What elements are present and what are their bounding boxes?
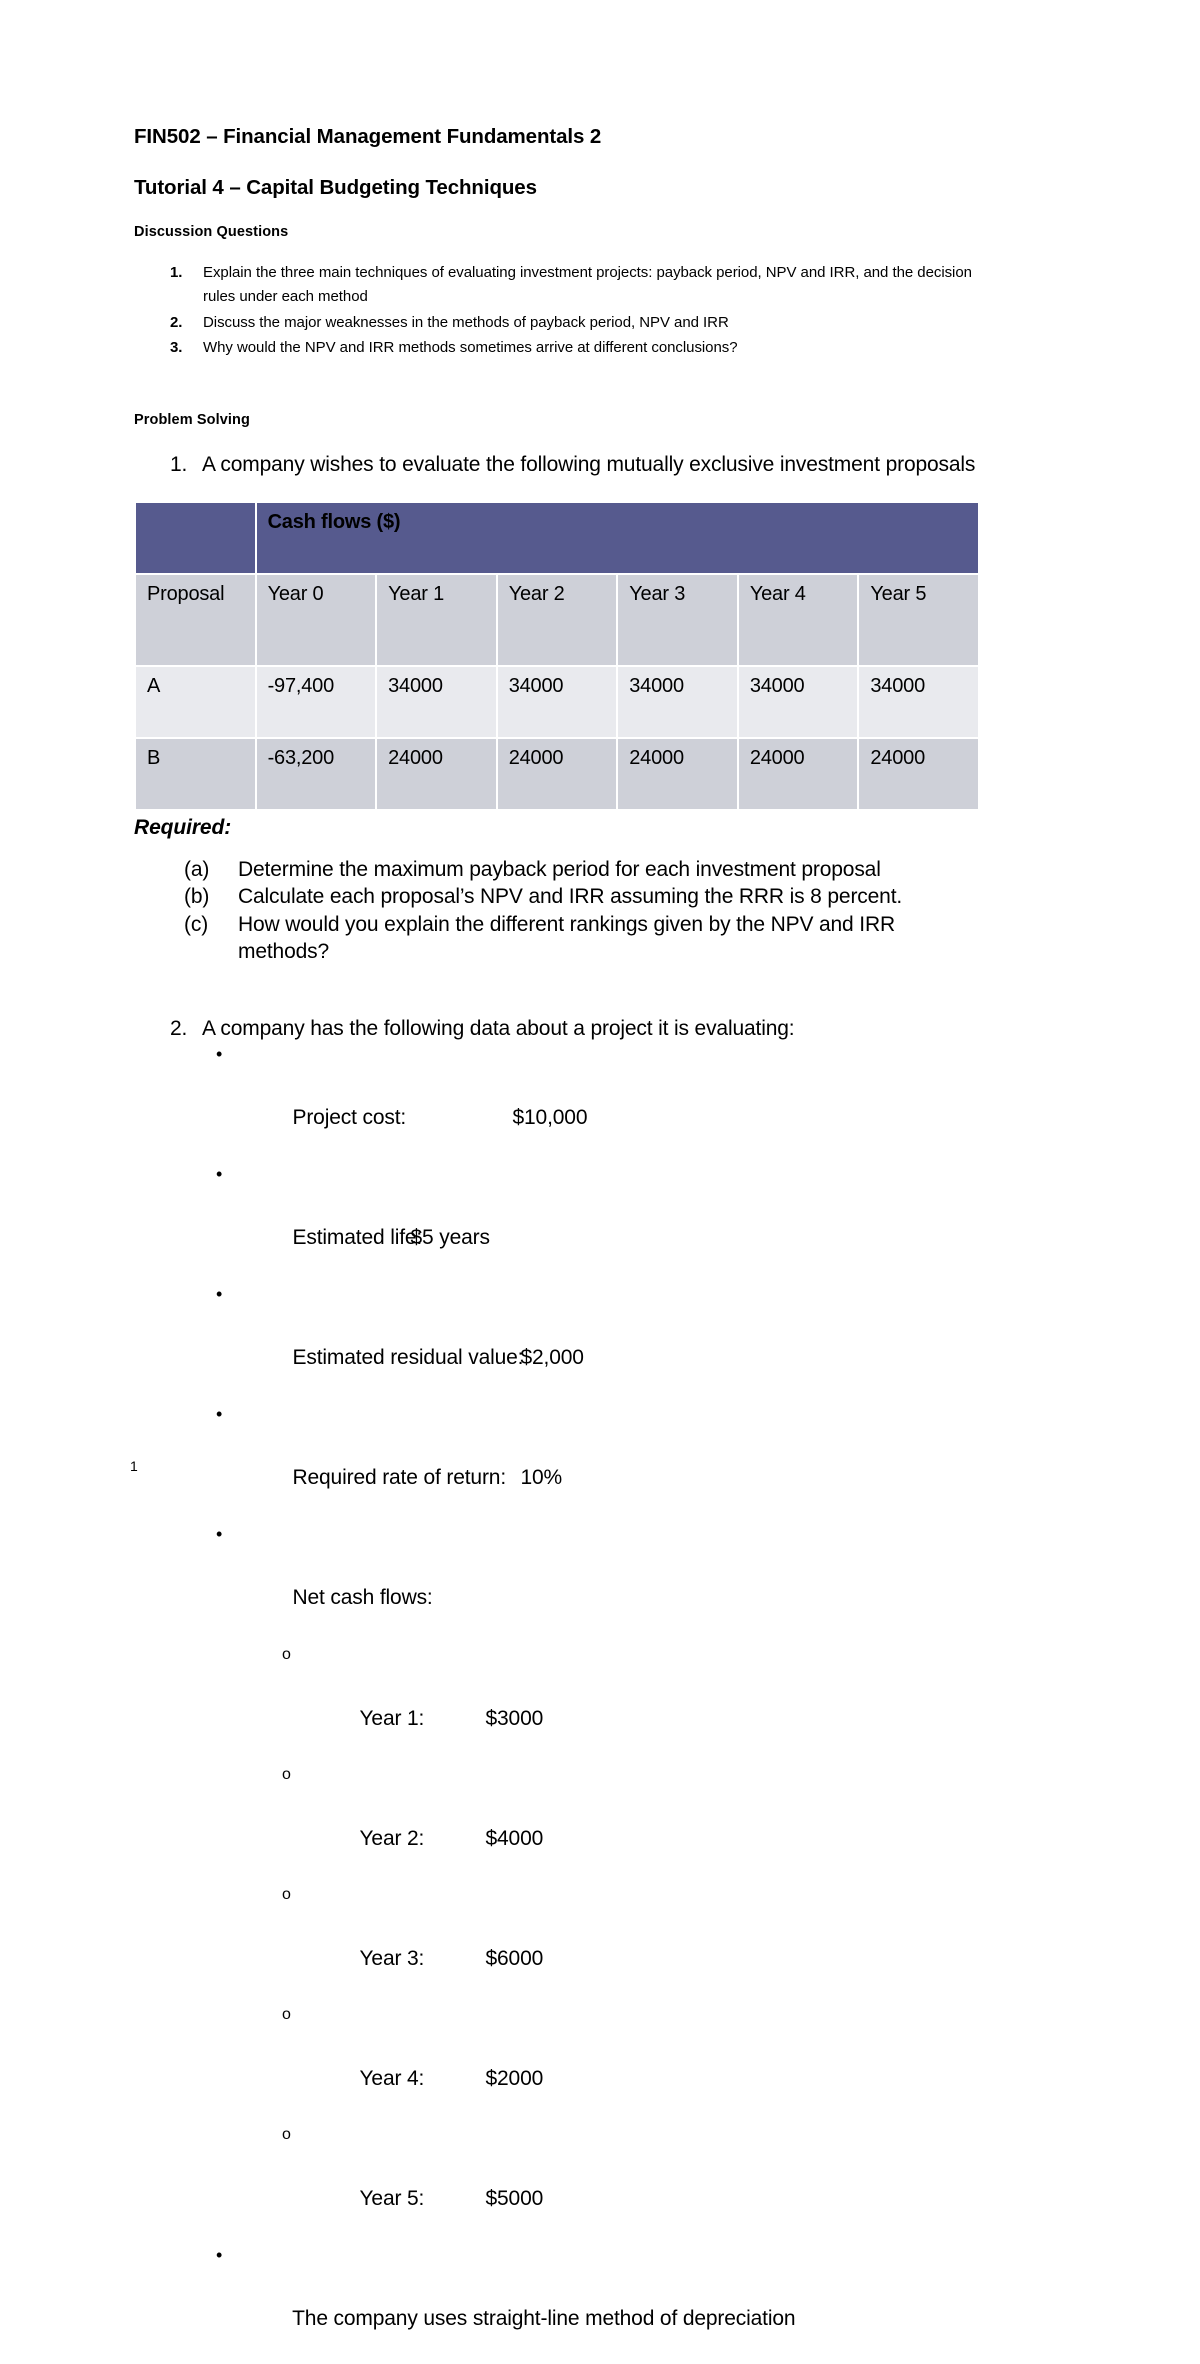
cell-year5: 34000	[859, 667, 978, 737]
cell-year0: -63,200	[257, 739, 376, 809]
cell-year4: 34000	[739, 667, 858, 737]
list-item	[134, 1884, 980, 2004]
year-value: $2000	[485, 2066, 544, 2090]
list-item-number: 1.	[170, 264, 183, 282]
bullet-value: $10,000	[512, 1106, 588, 1130]
bullet-filled-icon: •	[216, 1524, 223, 1545]
list-item	[134, 1283, 980, 1403]
page-number: 1	[130, 1458, 138, 1474]
list-item-number: 2.	[170, 313, 183, 331]
discussion-questions-list	[134, 261, 980, 360]
bullet-hollow-icon: o	[282, 2125, 291, 2143]
list-item	[134, 2004, 980, 2124]
problem-2-number: 2.	[170, 1017, 188, 1041]
cell-year1: 34000	[377, 667, 496, 737]
table-header-band-row	[136, 503, 978, 573]
year-value: $6000	[485, 1946, 544, 1970]
year-label: Year 5:	[359, 2186, 425, 2210]
cell-proposal: A	[136, 667, 255, 737]
year-value: $3000	[485, 1706, 544, 1730]
problem-2	[134, 1015, 980, 1043]
cell-year0: -97,400	[257, 667, 376, 737]
bullet-value: 10%	[520, 1466, 563, 1490]
final-bullet-list	[134, 2244, 980, 2364]
net-cash-flows-list	[134, 1644, 980, 2244]
problem-2-text: A company has the following data about a project it is evaluating:	[202, 1017, 795, 1041]
list-item	[134, 1523, 980, 1643]
year-label: Year 2:	[359, 1826, 425, 1850]
list-item-text: Determine the maximum payback period for each investment proposal	[238, 858, 881, 882]
column-header-year0: Year 0	[257, 575, 376, 665]
bullet-label: Estimated residual value:	[292, 1346, 524, 1370]
discussion-questions-heading: Discussion Questions	[134, 224, 289, 241]
cell-year3: 34000	[618, 667, 737, 737]
list-item	[134, 311, 980, 335]
document-subtitle: Tutorial 4 – Capital Budgeting Techniques	[134, 175, 537, 199]
bullet-hollow-icon: o	[282, 1765, 291, 1783]
list-item-text: Calculate each proposal’s NPV and IRR assuming the RRR is 8 percent.	[238, 885, 903, 909]
document-title: FIN502 – Financial Management Fundamentals 2	[134, 125, 602, 148]
problem-solving-heading: Problem Solving	[134, 412, 250, 429]
spacer	[134, 361, 980, 413]
bullet-value: $2,000	[520, 1346, 584, 1370]
list-item-marker: (a)	[184, 858, 210, 882]
bullet-hollow-icon: o	[282, 1645, 291, 1663]
cell-year5: 24000	[859, 739, 978, 809]
year-label: Year 3:	[359, 1946, 425, 1970]
bullet-label: Net cash flows:	[292, 1586, 433, 1610]
table-header-band-label: Cash flows ($)	[257, 503, 978, 573]
bullet-filled-icon: •	[216, 1164, 223, 1185]
bullet-filled-icon: •	[216, 1284, 223, 1305]
project-data-bullets	[134, 1043, 980, 1643]
list-item	[134, 1163, 980, 1283]
list-item	[134, 856, 980, 883]
list-item	[134, 2124, 980, 2244]
bullet-filled-icon: •	[216, 1404, 223, 1425]
cell-year3: 24000	[618, 739, 737, 809]
column-header-year1: Year 1	[377, 575, 496, 665]
column-header-year4: Year 4	[739, 575, 858, 665]
year-label: Year 4:	[359, 2066, 425, 2090]
cell-year2: 24000	[498, 739, 617, 809]
list-item	[134, 261, 980, 310]
required-items-list	[134, 856, 980, 965]
bullet-filled-icon: •	[216, 1044, 223, 1065]
cell-proposal: B	[136, 739, 255, 809]
list-item	[134, 336, 980, 360]
cell-year2: 34000	[498, 667, 617, 737]
table-row	[136, 739, 978, 809]
list-item-marker: (c)	[184, 912, 209, 936]
year-value: $5000	[485, 2186, 544, 2210]
bullet-value: $5 years	[410, 1226, 490, 1250]
list-item	[134, 1043, 980, 1163]
list-item-text: Explain the three main techniques of evaluating investment projects: payback period, NPV and IRR, and the decision rules under each method	[203, 264, 972, 306]
required-label: Required:	[134, 816, 232, 840]
year-value: $4000	[485, 1826, 544, 1850]
list-item-text: How would you explain the different rankings given by the NPV and IRR methods?	[238, 912, 895, 963]
problem-1	[134, 451, 980, 479]
list-item	[134, 1764, 980, 1884]
list-item-marker: (b)	[184, 885, 210, 909]
column-header-year2: Year 2	[498, 575, 617, 665]
cell-year1: 24000	[377, 739, 496, 809]
list-item	[134, 1403, 980, 1523]
table-row	[136, 667, 978, 737]
final-bullet-text: The company uses straight-line method of depreciation	[292, 2306, 796, 2330]
year-label: Year 1:	[359, 1706, 425, 1730]
bullet-hollow-icon: o	[282, 1885, 291, 1903]
bullet-filled-icon: •	[216, 2244, 223, 2265]
cash-flows-table	[134, 501, 980, 811]
problem-1-number: 1.	[170, 453, 188, 477]
list-item	[134, 2244, 980, 2364]
cell-year4: 24000	[739, 739, 858, 809]
list-item-number: 3.	[170, 338, 183, 356]
problem-1-text: A company wishes to evaluate the following mutually exclusive investment proposals	[202, 453, 976, 477]
bullet-label: Required rate of return:	[292, 1466, 507, 1490]
list-item-text: Discuss the major weaknesses in the methods of payback period, NPV and IRR	[203, 313, 729, 331]
list-item	[134, 911, 980, 966]
list-item-text: Why would the NPV and IRR methods sometimes arrive at different conclusions?	[203, 338, 738, 356]
column-header-year5: Year 5	[859, 575, 978, 665]
bullet-hollow-icon: o	[282, 2005, 291, 2023]
document-content	[134, 126, 980, 2364]
list-item	[134, 883, 980, 910]
table-header-band-empty	[136, 503, 255, 573]
spacer	[134, 965, 980, 1015]
list-item	[134, 1644, 980, 1764]
column-header-year3: Year 3	[618, 575, 737, 665]
bullet-label: Estimated life:	[292, 1226, 423, 1250]
table-column-headers-row	[136, 575, 978, 665]
column-header-proposal: Proposal	[136, 575, 255, 665]
bullet-label: Project cost:	[292, 1106, 407, 1130]
